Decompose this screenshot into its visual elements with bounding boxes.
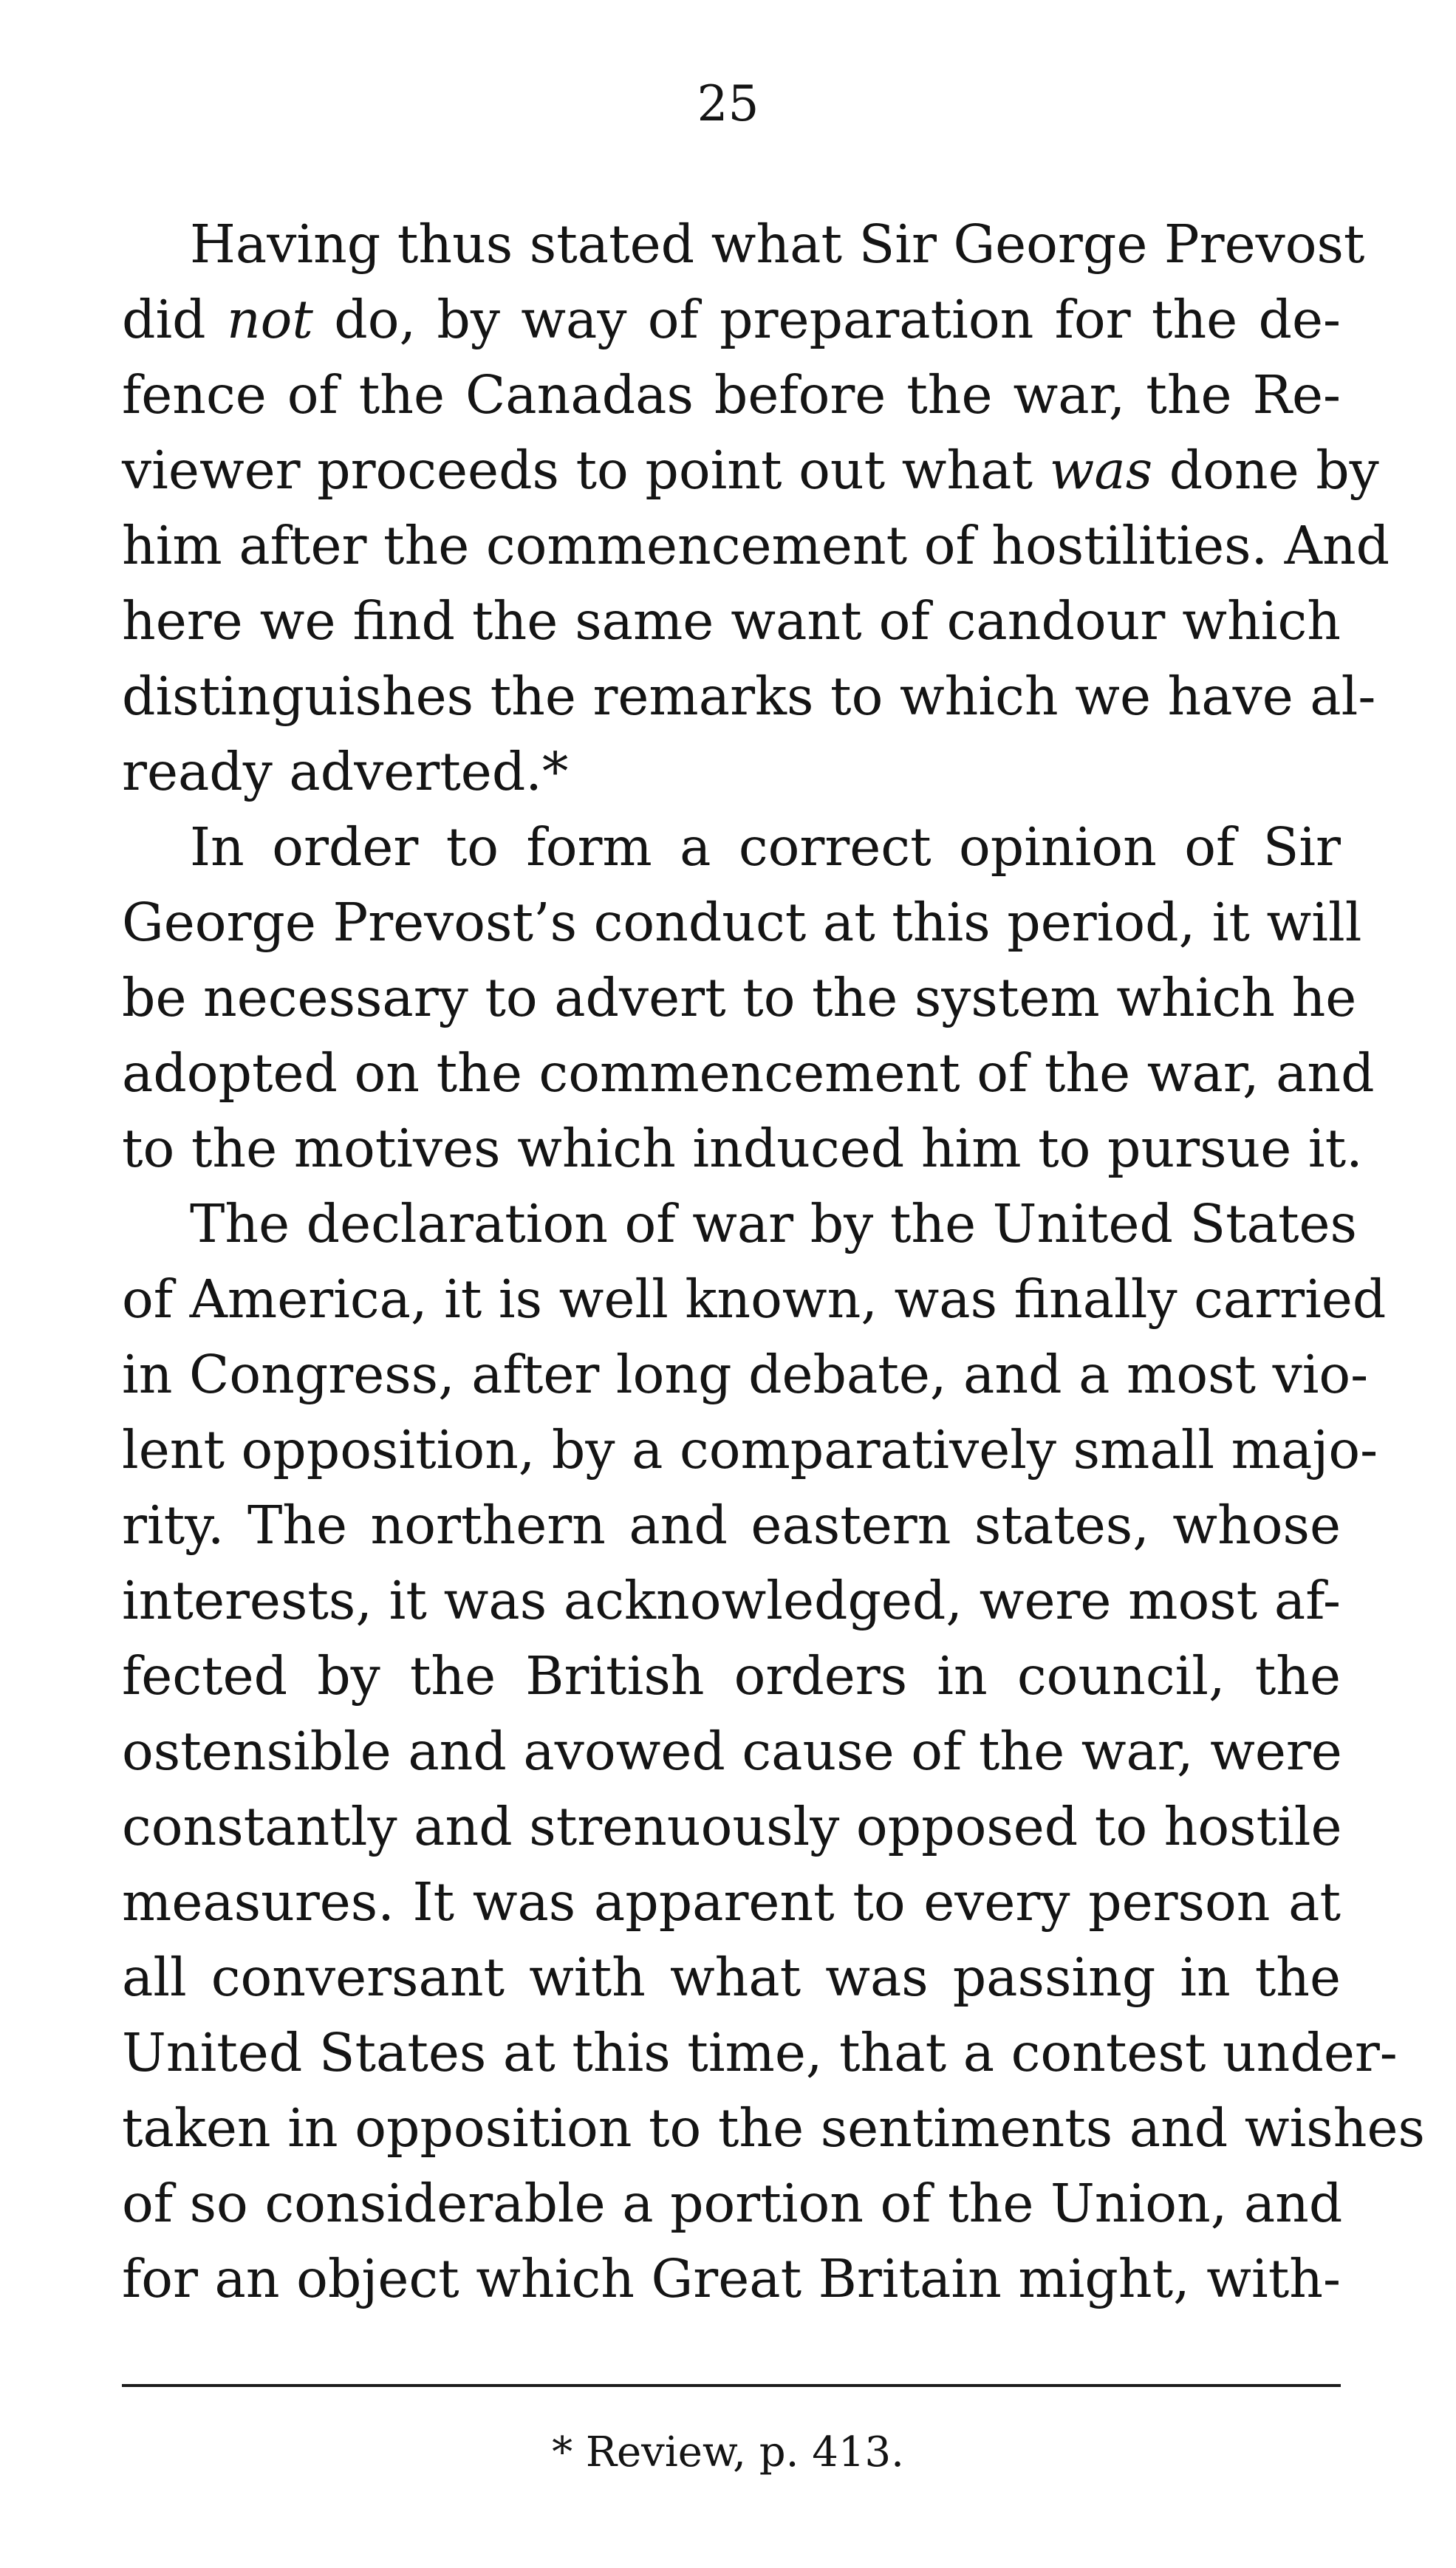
text-line: him after the commencement of hostilities. And <box>122 515 1390 576</box>
text-line: to the motives which induced him to pursue it. <box>122 1118 1363 1179</box>
text-line: all conversant with what was passing in the <box>122 1947 1341 2008</box>
text-line: be necessary to advert to the system which he <box>122 967 1357 1028</box>
text-line: rity. The northern and eastern states, whose <box>122 1495 1341 1556</box>
text-line: constantly and strenuously opposed to hostile <box>122 1796 1342 1857</box>
text-line: for an object which Great Britain might, with- <box>122 2248 1341 2309</box>
text-line: Having thus stated what Sir George Prevost <box>190 214 1365 275</box>
emphasized-word: was <box>1049 440 1153 501</box>
text-line: In order to form a correct opinion of Sir <box>190 816 1341 878</box>
text-line: viewer proceeds to point out what was done by <box>122 440 1379 501</box>
text-line: ready adverted.* <box>122 741 569 802</box>
emphasized-word: not <box>226 289 313 350</box>
text-line: United States at this time, that a contest under- <box>122 2022 1398 2083</box>
text-line: did not do, by way of preparation for the de- <box>122 289 1341 350</box>
text-line: in Congress, after long debate, and a most vio- <box>122 1344 1369 1405</box>
text-line: distinguishes the remarks to which we have al- <box>122 666 1376 727</box>
text-line: adopted on the commencement of the war, and <box>122 1042 1375 1104</box>
page-number: 25 <box>697 75 759 132</box>
text-line: of America, it is well known, was finally carried <box>122 1268 1387 1330</box>
text-line: fence of the Canadas before the war, the Re- <box>122 364 1341 426</box>
text-line: of so considerable a portion of the Union, and <box>122 2173 1343 2234</box>
footnote-rule <box>122 2384 1341 2387</box>
text-line: taken in opposition to the sentiments and wishes <box>122 2097 1425 2159</box>
text-line: George Prevost’s conduct at this period, it will <box>122 892 1362 953</box>
text-line: lent opposition, by a comparatively small majo- <box>122 1419 1378 1481</box>
text-line: here we find the same want of candour which <box>122 590 1341 652</box>
footnote: * Review, p. 413. <box>552 2428 904 2476</box>
text-line: interests, it was acknowledged, were most af- <box>122 1570 1341 1631</box>
text-line: fected by the British orders in council, the <box>122 1645 1341 1707</box>
text-line: The declaration of war by the United States <box>190 1193 1357 1254</box>
body-text <box>122 207 1425 2317</box>
text-line: measures. It was apparent to every person at <box>122 1871 1341 1933</box>
text-line: ostensible and avowed cause of the war, were <box>122 1721 1342 1782</box>
